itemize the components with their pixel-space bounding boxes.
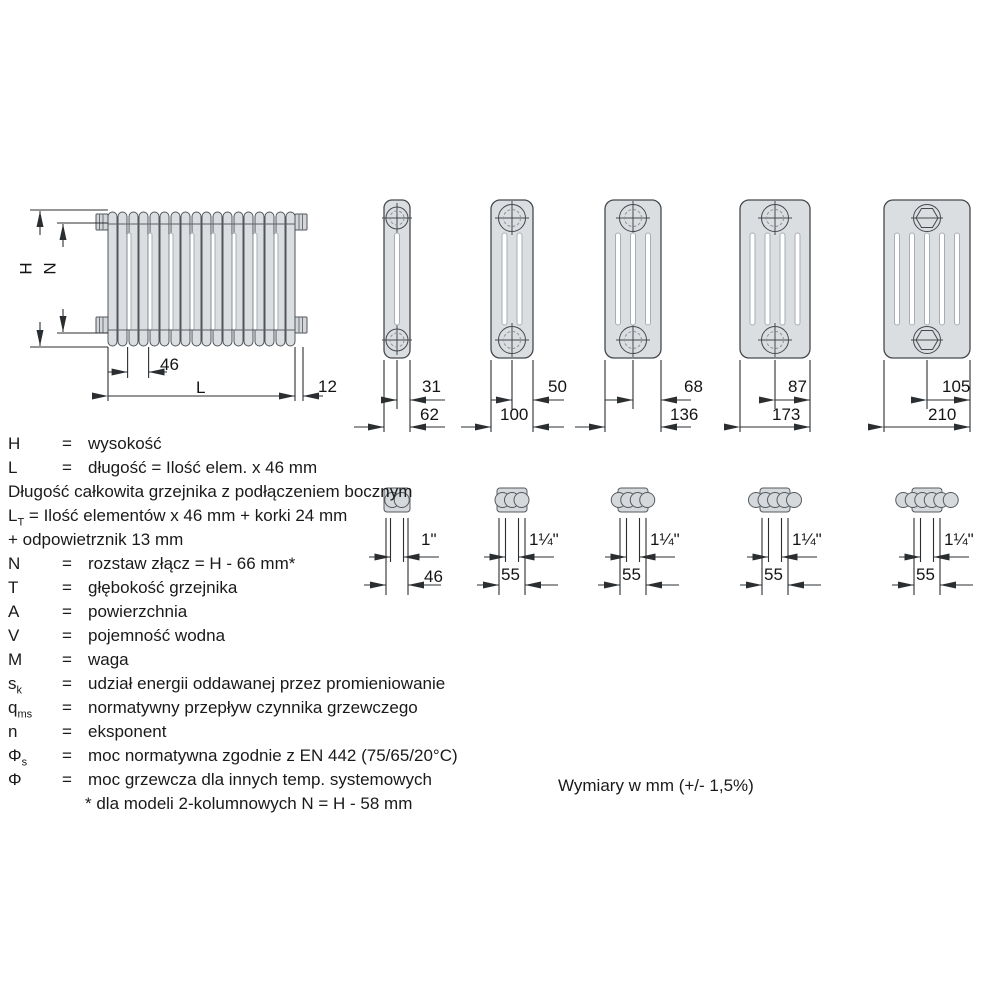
tv3-width-label: 55 <box>622 565 641 584</box>
legend-row: $s_k$ = udział energii oddawanej przez promieniowanie <box>8 674 446 697</box>
legend-row: V = pojemność wodna <box>8 626 226 645</box>
tv2-width-label: 55 <box>501 565 520 584</box>
legend-row: Długość całkowita grzejnika z podłączeniem bocznym <box>8 482 413 501</box>
legend-row: N = rozstaw złącz = H - 66 mm* <box>8 554 296 573</box>
cs2-half-depth-label: 50 <box>548 377 567 396</box>
dimensions-note: Wymiary w mm (+/- 1,5%) <box>558 776 754 795</box>
cross-section-6col <box>857 197 997 447</box>
cs2-total-depth-label: 100 <box>500 405 529 424</box>
tv4-width-label: 55 <box>764 565 783 584</box>
depth-dimensions <box>884 360 970 432</box>
pitch-label: 46 <box>160 355 179 374</box>
cs4-total-depth-label: 173 <box>772 405 801 424</box>
length-label: L <box>196 378 206 397</box>
legend-row: H = wysokość <box>8 434 162 453</box>
cs5-total-depth-label: 210 <box>928 405 957 424</box>
top-view-6col <box>857 478 997 603</box>
tv4-thread-label: 1¼" <box>792 530 822 549</box>
pitch-46-dimension <box>108 347 167 378</box>
legend-row: M = waga <box>8 650 129 669</box>
cs1-half-depth-label: 31 <box>422 377 441 396</box>
connection-spacing-label: N <box>40 262 60 275</box>
tv1-width-label: 46 <box>424 567 443 586</box>
height-label: H <box>16 262 36 275</box>
legend-footnote: * dla modeli 2-kolumnowych N = H - 58 mm <box>85 794 413 813</box>
top-view-4col <box>563 478 703 603</box>
legend-row: $L_T$ = Ilość elementów x 46 mm + korki 24 mm <box>8 506 348 529</box>
length-dimension <box>108 347 323 401</box>
radiator-front <box>96 212 307 346</box>
cs5-half-depth-label: 105 <box>942 377 971 396</box>
top-view-5col <box>705 478 845 603</box>
legend-row: A = powierzchnia <box>8 602 188 621</box>
cs3-total-depth-label: 136 <box>670 405 699 424</box>
tv5-thread-label: 1¼" <box>944 530 974 549</box>
legend <box>8 432 548 816</box>
tv2-thread-label: 1¼" <box>529 530 559 549</box>
tv3-thread-label: 1¼" <box>650 530 680 549</box>
end-cap-label: 12 <box>318 377 337 396</box>
legend-row: n = eksponent <box>8 722 167 741</box>
legend-row: $q_{ms}$ = normatywny przepływ czynnika grzewczego <box>8 698 418 721</box>
legend-row: + odpowietrznik 13 mm <box>8 530 184 549</box>
legend-row: L = długość = Ilość elem. x 46 mm <box>8 458 318 477</box>
legend-row: Φ = moc grzewcza dla innych temp. systemowych <box>8 770 432 789</box>
tv5-width-label: 55 <box>916 565 935 584</box>
legend-row: $\Phi_s$ = moc normatywna zgodnie z EN 442 (75/65/20°C) <box>8 746 458 769</box>
legend-row: T = głębokość grzejnika <box>8 578 238 597</box>
cs1-total-depth-label: 62 <box>420 405 439 424</box>
tv1-thread-label: 1" <box>421 530 437 549</box>
cs3-half-depth-label: 68 <box>684 377 703 396</box>
front-view-diagram <box>15 195 360 410</box>
cs4-half-depth-label: 87 <box>788 377 807 396</box>
